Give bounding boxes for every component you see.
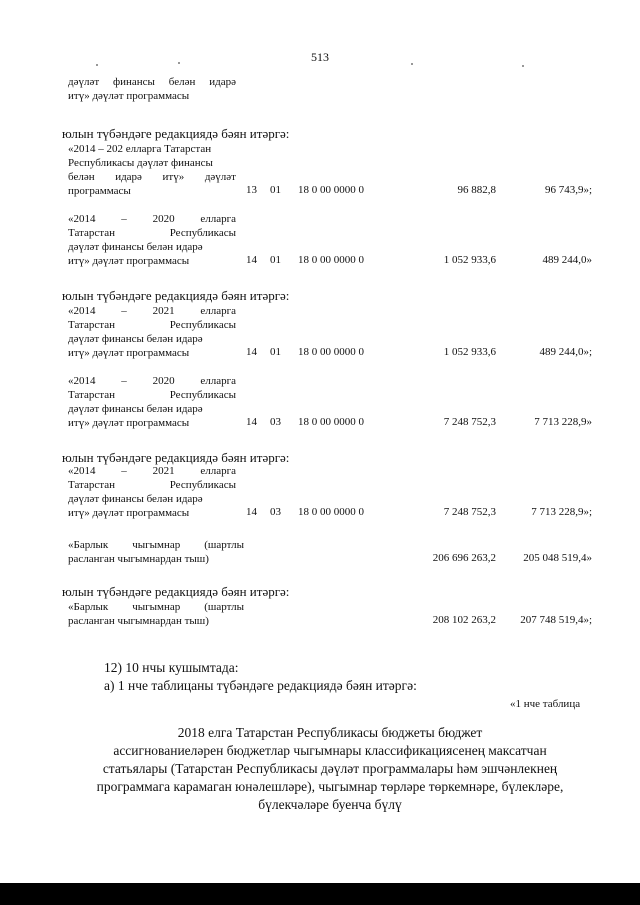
program-line: дәүләт финансы белән идарә	[68, 241, 203, 253]
amount-2018: 7 248 752,3	[443, 416, 496, 428]
scan-speck	[96, 64, 98, 66]
program-line: дәүләт финансы белән идарә	[68, 333, 203, 345]
program-line: «2014 – 2021 елларга	[68, 305, 236, 317]
scan-speck	[178, 62, 180, 64]
amount-2018: 7 248 752,3	[443, 506, 496, 518]
amount-2019: 489 244,0»	[542, 254, 592, 266]
table-label: «1 нче таблица	[510, 698, 581, 710]
scan-speck	[411, 63, 413, 65]
amount-2018: 1 052 933,6	[443, 254, 496, 266]
continued-fragment	[68, 75, 236, 103]
amount-2018: 96 882,8	[457, 184, 496, 196]
subsection-code: 03	[270, 506, 281, 518]
program-name	[68, 304, 236, 360]
program-line: белән идарә итү» дәүләт	[68, 171, 236, 183]
total-amount-2018: 208 102 263,2	[432, 614, 496, 626]
title-line: бүлекчәләре буенча бүлү	[258, 797, 402, 812]
program-line: итү» дәүләт программасы	[68, 255, 190, 267]
total-line: расланган чыгымнардан тыш)	[68, 553, 209, 565]
amount-2019: 96 743,9»;	[544, 184, 592, 196]
amount-2019: 489 244,0»;	[539, 346, 592, 358]
amount-2019: 7 713 228,9»;	[531, 506, 592, 518]
lead-text: юлын түбәндәге редакциядә бәян итәргә:	[62, 450, 290, 465]
total-line: «Барлык чыгымнар (шартлы	[68, 539, 244, 551]
page-number: 513	[311, 50, 329, 64]
program-line: Татарстан Республикасы	[68, 227, 236, 239]
title-line: программага карамаган юнәлешләре), чыгымнар төрләре төркемнәре, бүлекләре,	[96, 779, 564, 794]
program-name	[68, 464, 236, 520]
program-line: дәүләт финансы белән идарә	[68, 403, 203, 415]
subsection-code: 03	[270, 416, 281, 428]
scan-speck	[522, 65, 524, 67]
amount-2018: 1 052 933,6	[443, 346, 496, 358]
program-line: итү» дәүләт программасы	[68, 347, 190, 359]
program-line: «2014 – 202 елларга Татарстан	[68, 143, 212, 155]
item-12: 12) 10 нчы кушымтада:	[104, 660, 239, 675]
total-amount-2019: 205 048 519,4»	[523, 552, 592, 564]
total-label	[68, 600, 244, 628]
total-label	[68, 538, 244, 566]
program-name	[68, 374, 236, 430]
target-article-code: 18 0 00 0000 0	[298, 254, 364, 266]
program-line: «2014 – 2020 елларга	[68, 213, 236, 225]
program-line: Татарстан Республикасы	[68, 319, 236, 331]
subsection-code: 01	[270, 346, 281, 358]
amount-2019: 7 713 228,9»	[534, 416, 592, 428]
total-amount-2018: 206 696 263,2	[432, 552, 496, 564]
target-article-code: 18 0 00 0000 0	[298, 346, 364, 358]
target-article-code: 18 0 00 0000 0	[298, 416, 364, 428]
section-code: 14	[246, 506, 257, 518]
fragment-line: итү» дәүләт программасы	[68, 90, 190, 102]
title-line: 2018 елга Татарстан Республикасы бюджеты бюджет	[177, 725, 483, 740]
program-line: программасы	[68, 185, 131, 197]
scan-bottom-edge	[0, 883, 640, 905]
title-line: ассигнованиеләрен бюджетлар чыгымнары классификациясенең максатчан	[113, 743, 547, 758]
program-line: дәүләт финансы белән идарә	[68, 493, 203, 505]
program-name	[68, 212, 236, 268]
title-line: статьялары (Татарстан Республикасы дәүләт программалары һәм эшчәнлекнең	[102, 761, 558, 776]
lead-text: юлын түбәндәге редакциядә бәян итәргә:	[62, 288, 290, 303]
section-code: 14	[246, 346, 257, 358]
subsection-code: 01	[270, 254, 281, 266]
fragment-line: дәүләт финансы белән идарә	[68, 76, 236, 88]
program-line: Республикасы дәүләт финансы	[68, 157, 213, 169]
target-article-code: 18 0 00 0000 0	[298, 506, 364, 518]
program-line: «2014 – 2021 елларга	[68, 465, 236, 477]
program-line: Татарстан Республикасы	[68, 389, 236, 401]
total-line: расланган чыгымнардан тыш)	[68, 615, 209, 627]
program-name	[68, 142, 236, 198]
total-line: «Барлык чыгымнар (шартлы	[68, 601, 244, 613]
section-code: 13	[246, 184, 257, 196]
subsection-code: 01	[270, 184, 281, 196]
program-line: «2014 – 2020 елларга	[68, 375, 236, 387]
program-line: итү» дәүләт программасы	[68, 507, 190, 519]
table-title	[60, 724, 600, 814]
total-amount-2019: 207 748 519,4»;	[520, 614, 592, 626]
lead-text: юлын түбәндәге редакциядә бәян итәргә:	[62, 584, 290, 599]
section-code: 14	[246, 254, 257, 266]
section-code: 14	[246, 416, 257, 428]
program-line: Татарстан Республикасы	[68, 479, 236, 491]
lead-text: юлын түбәндәге редакциядә бәян итәргә:	[62, 126, 290, 141]
target-article-code: 18 0 00 0000 0	[298, 184, 364, 196]
item-a: а) 1 нче таблицаны түбәндәге редакциядә бәян итәргә:	[104, 678, 417, 693]
program-line: итү» дәүләт программасы	[68, 417, 190, 429]
